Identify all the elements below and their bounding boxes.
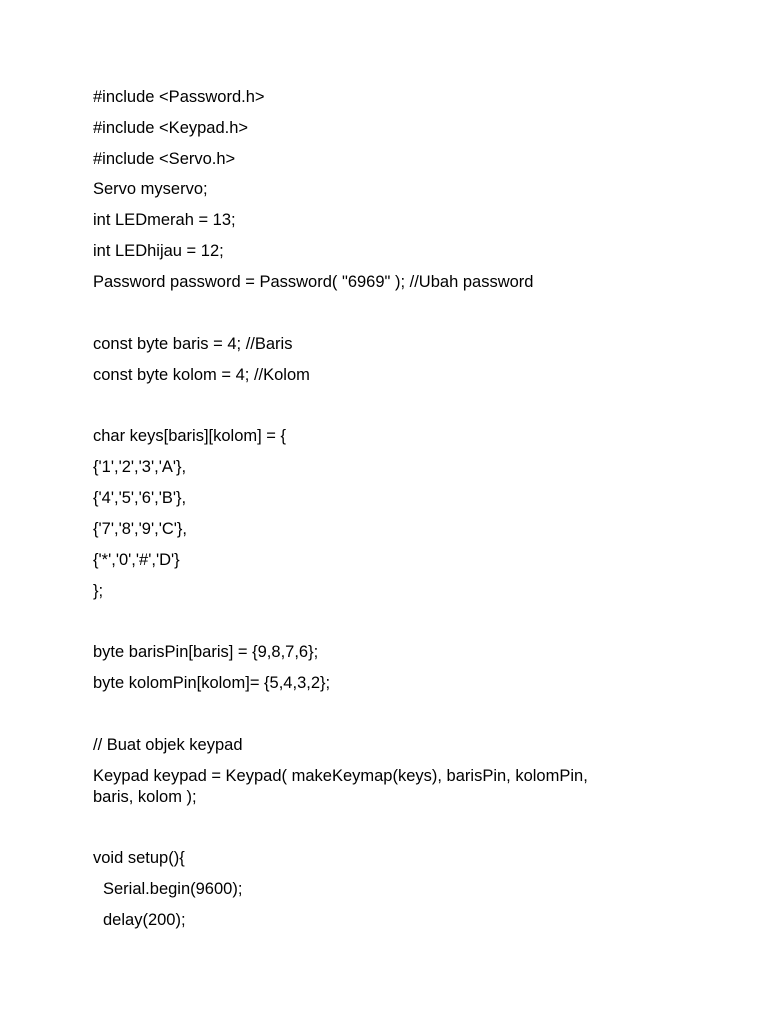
code-line: Keypad keypad = Keypad( makeKeymap(keys), barisPin, kolomPin, [93, 767, 588, 785]
code-line: const byte kolom = 4; //Kolom [93, 366, 310, 384]
code-line: {'*','0','#','D'} [93, 551, 180, 569]
code-line: int LEDhijau = 12; [93, 242, 224, 260]
code-line: Servo myservo; [93, 180, 208, 198]
code-line: {'4','5','6','B'}, [93, 489, 187, 507]
code-line: Password password = Password( "6969" ); //Ubah password [93, 273, 534, 291]
code-line: #include <Password.h> [93, 88, 265, 106]
code-line: delay(200); [103, 911, 186, 929]
code-line: {'1','2','3','A'}, [93, 458, 187, 476]
code-line: Serial.begin(9600); [103, 880, 243, 898]
code-line: }; [93, 582, 104, 600]
code-line: byte kolomPin[kolom]= {5,4,3,2}; [93, 674, 331, 692]
code-line: char keys[baris][kolom] = { [93, 427, 287, 445]
code-line: baris, kolom ); [93, 788, 197, 806]
code-line: byte barisPin[baris] = {9,8,7,6}; [93, 643, 319, 661]
code-line: #include <Keypad.h> [93, 119, 249, 137]
code-line: void setup(){ [93, 849, 185, 867]
code-line: const byte baris = 4; //Baris [93, 335, 293, 353]
code-line: #include <Servo.h> [93, 150, 236, 168]
code-line: int LEDmerah = 13; [93, 211, 236, 229]
code-line: {'7','8','9','C'}, [93, 520, 188, 538]
code-line: // Buat objek keypad [93, 736, 243, 754]
